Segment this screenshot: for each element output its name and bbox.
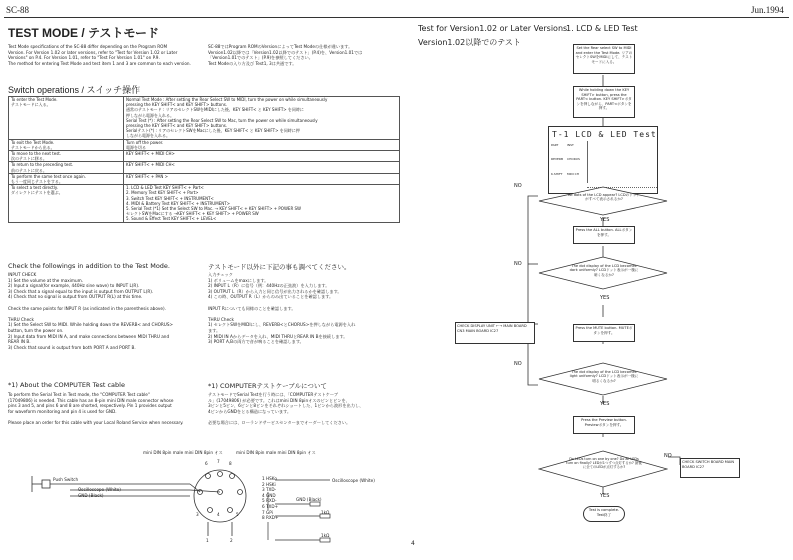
pin-list: 1 HSKo 2 HSKi 3 TXD- 4 GND 5 RXD- 6 TXD+ 7 GPi 8 RXD+: [262, 476, 279, 521]
check-switch-board: CHECK SWITCH BOARD MAIN BOARD IC27: [680, 458, 740, 478]
no-label-1: NO: [514, 183, 522, 189]
step-test-complete: Test is complete. Test終了: [583, 506, 625, 522]
lcd-row1a: PART: [551, 143, 559, 147]
check-en-body: INPUT CHECK 1) Set the volume at the maximum. 2) Input a signal(for example, 440Hz sine wave) to INPUT L(R). 3) Check that a signal equal to the input is output from OUTPUT L(R). 4) Check that no signal is output from OUTPUT R(L) at this time. Check the same points for INPUT R (as indicated in the parenthesis above). THRU Check 1) Set the Select SW to MIDI. While holding down the REVERB< and CHORUS> button, turn the power on. 2) Input data from MIDI IN A, and make connections between MIDI THRU and REAR IN B. 3) Check that sound is output from both PORT A and PORT B.: [8, 272, 174, 350]
no-label-4: NO: [664, 453, 672, 459]
decision-light-text: The dot display of the LCD becomes light uniformly? LCDドット表示が一様に明るくなるか?: [569, 370, 639, 383]
table-row: To move to the next test. 次のテストに移る。 KEY SHIFT< + MIDI CH>: [9, 151, 400, 162]
conn-num-3: 3: [196, 512, 199, 517]
intro-en: Test Mode specifications of the SC-88 differ depending on the Program ROM Version. For Version 1.02 or later versions, refer to "Test for Version 1.02 or Later Versions" on P.4. For Version 1.01, refer to "Test For Version 1.01" on P.9. The method for entering Test Mode and test item 1 and 3 are common to each version.: [8, 44, 191, 66]
lcd-led-test-title: 1. LCD & LED Test: [566, 24, 638, 33]
decision-leds-text: Do LEDs turn on one by one? Do all LEDs turn on finally? LEDが1つずつ点灯するか? 最後に全てのLEDが点灯するか?: [566, 457, 642, 470]
lcd-top-text: T-1 LCD & LED Test: [552, 130, 657, 139]
cable-jp-title: *1) COMPUTERテストケーブルについて: [208, 382, 327, 390]
lcd-row3b: MIDI CH: [567, 172, 579, 176]
date-label: Jun.1994: [751, 5, 784, 15]
check-en-title: Check the followings in addition to the Test Mode.: [8, 262, 170, 270]
osc2-label: Oscilloscope (White): [332, 478, 375, 483]
check-jp-body: 入力チェック 1) ボリュームをmaxにします。 2) INPUT L（R）に信号（例：440Hzの正弦波）を入力します。 3) OUTPUT L（R）から入力と同じ信号が出力されるかを確認します。 4) この時、OUTPUT R（L）からのみ出ていることを確認します。 INPUT Rについても同様のことを確認します。 THRU Check 1) セレクトSWをMIDIにし、REVERB<とCHORUS>を押しながら電源を入れ ます。 2) MIDI IN Aからデータを入れ、MIDI THRUとREAR IN Bを接続します。 3) PORT A,Bの両方で音が鳴ることを確認します。: [208, 272, 356, 345]
step-hold-keyshift: While holding down the KEY SHIFT> button, press the PART< button. KEY SHIFT>ボタンを押しながら、PART<ボタンを押す。: [573, 86, 635, 118]
lcd-row3a: K.SHIFT: [551, 172, 563, 176]
table-row: To enter the Test Mode. テストモードに入る。 Normal Test Mode : After setting the Rear Select SW to MIDI, turn the power on while simultaneously pressing the KEY SHIFT< and KEY SHIFT> buttons. 通常のテストモード : リアのセレクトSWをMIDIにした後、KEY SHIFT< と KEY SHIFT> を同時に 押しながら電源を入れる。 Serial Test (*) : After setting the Rear Select SW to Mac, turn the power on while simultaneously pressing the KEY SHIFT< and KEY SHIFT> buttons. Serialテスト(*) : リアのセレクトSWをMacにした後、KEY SHIFT< と KEY SHIFT> を同時に押 しながら電源を入れる。: [9, 97, 400, 140]
decision-dark-text: The dot display of the LCD becomes dark uniformly? LCDドット表示が一様に暗くなるか?: [569, 264, 639, 277]
model-label: SC-88: [6, 5, 30, 15]
page-number: 4: [411, 540, 415, 547]
no-label-3: NO: [514, 361, 522, 367]
cable-en-body: To perform the Serial Test in Test mode, the "COMPUTER Test cable" (17049806) is needed. This cable has an 8-pin mini DIN male connector whose pins 3 and 5, and pins 6 and 8 are shorted, respectively. Pin 1 provides output for waveform monitoring and pin 4 is used for GND. Please place an order for this cable with your Local Roland Service when necessary.: [8, 392, 184, 425]
osc-label: Oscilloscope (White): [78, 487, 121, 492]
table-row: To select a test directly. ダイレクトにテストを選ぶ。 1. LCD & LED Test KEY SHIFT< + Part< 2. Memory Test KEY SHIFT< + Part> 3. Switch Test KEY SHIFT< + INSTRUMENT< 4. MIDI & Battery Test KEY SHIFT< + INSTRUMENT> 5. Serial Test (*1) Set the Select SW to Mac. → KEY SHIFT< + KEY SHIFT> + POWER SW セレクトSWをMacにする →KEY SHIFT< + KEY SHIFT> + POWER SW 5. Sound & Effect Test KEY SHIFT< + LEVEL<: [9, 185, 400, 222]
no-label-2: NO: [514, 261, 522, 267]
gnd-label: GND (Black): [78, 493, 104, 498]
lcd-row1b: INST: [567, 143, 574, 147]
lcd-row2b: CHORUS: [567, 157, 580, 161]
conn-num-4: 4: [217, 512, 220, 517]
step-enter-test: Set the Rear select SW to MIDI and enter the Test Mode. リアのセレクトSWをMIDIにして、テストモードに入る。: [573, 44, 635, 74]
diagram-label-1: mini DIN 8pin male mini DIN 8pin オス: [143, 450, 223, 455]
conn-num-1: 1: [206, 538, 209, 543]
cable-diagram: [20, 456, 400, 556]
switch-title: Switch operations / スイッチ操作: [8, 85, 141, 95]
table-row: To exit the Test Mode. テストモードから出る。 Turn off the power. 電源を切る: [9, 139, 400, 150]
yes-label-4: YES: [600, 493, 610, 499]
decision-all-dots-text: All dots of the LCD appear? LCDのドットがすべて表示されるか?: [568, 193, 640, 202]
diagram-label-2: mini DIN 8pin male mini DIN 8pin オス: [236, 450, 316, 455]
conn-num-2: 2: [230, 538, 233, 543]
push-switch-label: Push Switch: [53, 477, 79, 482]
conn-num-6: 6: [205, 461, 208, 466]
step-press-preview: Press the Preview button. Previewボタンを押す。: [573, 416, 635, 434]
conn-num-8: 8: [229, 461, 232, 466]
page-title: TEST MODE / テストモード: [8, 26, 160, 40]
step-press-mute: Press the MUTE button. MUTEボタンを押す。: [573, 324, 635, 342]
cable-en-title: *1) About the COMPUTER Test cable: [8, 381, 125, 389]
lcd-display: [548, 126, 658, 194]
check-display-unit: CHECK DISPLAY UNIT ←→ MAIN BOARD CN3 MAIN BOARD IC27: [455, 322, 535, 344]
right-title: Test for Version1.02 or Later Versions: [418, 24, 568, 33]
yes-label-2: YES: [600, 295, 610, 301]
r2-label: 1kΩ: [321, 533, 330, 538]
table-row: To perform the same test once again. もう一度同じテストをする。 KEY SHIFT< + PAN >: [9, 173, 400, 184]
right-title-jp: Version1.02以降でのテスト: [418, 38, 521, 47]
step-press-all: Press the ALL button. ALLボタンを押す。: [573, 226, 635, 244]
lcd-dot-area: [587, 141, 658, 183]
table-row: To return to the preceding test. 前のテストに戻る。 KEY SHIFT< + MIDI CH<: [9, 162, 400, 173]
header-rule: [4, 17, 789, 18]
conn-num-7: 7: [217, 459, 220, 464]
r1-label: 1kΩ: [321, 510, 330, 515]
check-jp-title: テストモード以外に下記の事も調べてください。: [208, 263, 351, 271]
yes-label-3: YES: [600, 401, 610, 407]
yes-label-1: YES: [600, 217, 610, 223]
cable-jp-body: テストモードでSerial Testを行う時には、「COMPUTERテストケーブ ル」(17049806) が必要です。これはmini DIN 8pinオスのピンとピンを、 3ピンと5ピン、6ピンと8ピンをそれぞれショートした、1ピンから波形を出力し、 4ピンからGNDをとる構造になっています。 必要な場合には、ローランドサービスセンターまでオーダーしてください。: [208, 392, 364, 425]
conn-num-5: 5: [236, 512, 239, 517]
switch-table: [8, 96, 400, 223]
intro-jp: SC-88ではProgram ROMのVersionによってTest Modeの仕様が違います。 Version1.02以降では「Version1.02以降でのテスト」(P.4)を、Version1.01では 「Version1.01でのテスト」(P.9)を参照してください。 Test Modeの入り方及び Test1, 3は共通です。: [208, 44, 363, 66]
lcd-row2a: REVERB: [551, 157, 564, 161]
gnd2-label: GND (Black): [296, 497, 322, 502]
